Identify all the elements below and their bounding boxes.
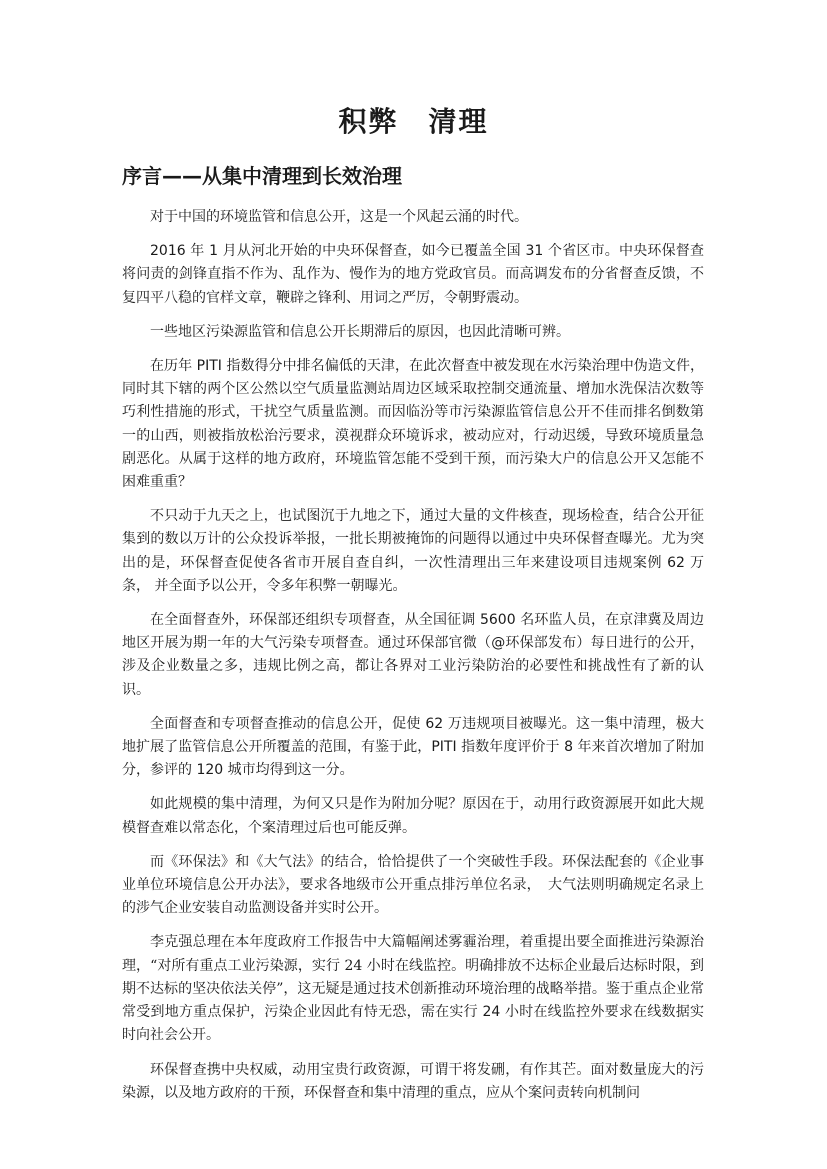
paragraph: 而《环保法》和《大气法》的结合，恰恰提供了一个突破性手段。环保法配套的《企业事业单位环境信息公开办法》，要求各地级市公开重点排污单位名录， 大气法则明确规定名录上的涉气企业安装自动监测设备并实时公开。 <box>122 853 704 917</box>
paragraph: 如此规模的集中清理，为何又只是作为附加分呢？原因在于，动用行政资源展开如此大规模督查难以常态化，个案清理过后也可能反弹。 <box>122 796 704 836</box>
paragraph-text-before-quote: 李克强总理在本年度政府工作报告中大篇幅阐述雾霾治理，着重提出要全面推进污染源治理， <box>122 934 704 974</box>
paragraph: 在历年 PITI 指数得分中排名偏低的天津，在此次督查中被发现在水污染治理中伪造文件，同时其下辖的两个区公然以空气质量监测站周边区域采取控制交通流量、增加水洗保洁次数等巧利性措施的形式，干扰空气质量监测。而因临汾等市污染源监管信息公开不佳而排名倒数第一的山西，则被指放松治污要求，漠视群众环境诉求，被动应对，行动迟缓，导致环境质量急剧恶化。从属于这样的地方政府，环境监管怎能不受到干预，而污染大户的信息公开又怎能不困难重重？ <box>122 358 704 491</box>
premier-quote: “对所有重点工业污染源，实行 24 小时在线监控。明确排放不达标企业最后达标时限，到期不达标的坚决依法关停” <box>122 957 705 997</box>
paragraph-with-quote <box>122 931 704 1047</box>
document-title: 积弊 清理 <box>338 105 489 138</box>
paragraph: 在全面督查外，环保部还组织专项督查，从全国征调 5600 名环监人员，在京津冀及周边地区开展为期一年的大气污染专项督查。通过环保部官微（@环保部发布）每日进行的公开，涉及企业数量之多，违规比例之高，都让各界对工业污染防治的必要性和挑战性有了新的认识。 <box>122 612 704 698</box>
paragraph: 对于中国的环境监管和信息公开，这是一个风起云涌的时代。 <box>150 209 528 225</box>
document-body <box>122 206 704 1116</box>
paragraph: 一些地区污染源监管和信息公开长期滞后的原因，也因此清晰可辨。 <box>150 323 570 340</box>
paragraph-text-after-quote: ，这无疑是通过技术创新推动环境治理的战略举措。鉴于重点企业常常受到地方重点保护，污染企业因此有恃无恐，需在实行 24 小时在线监控外要求在线数据实时向社会公开。 <box>122 980 704 1044</box>
paragraph: 2016 年 1 月从河北开始的中央环保督查，如今已覆盖全国 31 个省区市。中央环保督查将问责的剑锋直指不作为、乱作为、慢作为的地方党政官员。而高调发布的分省督查反馈，不复四平八稳的官样文章，鞭辟之锋利、用词之严厉，令朝野震动。 <box>122 243 704 306</box>
paragraph: 不只动于九天之上，也试图沉于九地之下，通过大量的文件核查，现场检查，结合公开征集到的数以万计的公众投诉举报，一批长期被掩饰的问题得以通过中央环保督查曝光。尤为突出的是，环保督查促使各省市开展自查自纠，一次性清理出三年来建设项目违规案例 62 万条， 并全面予以公开，令多年积弊一朝曝光。 <box>122 508 704 594</box>
paragraph: 全面督查和专项督查推动的信息公开，促使 62 万违规项目被曝光。这一集中清理，极大地扩展了监管信息公开所覆盖的范围，有鉴于此，PITI 指数年度评价于 8 年来首次增加了附加分，参评的 120 城市均得到这一分。 <box>122 715 704 779</box>
paragraph: 环保督查携中央权威，动用宝贵行政资源，可谓干将发硎，有作其芒。面对数量庞大的污染源，以及地方政府的干预，环保督查和集中清理的重点，应从个案问责转向机制问 <box>122 1061 704 1101</box>
section-heading: 序言——从集中清理到长效治理 <box>122 164 402 188</box>
